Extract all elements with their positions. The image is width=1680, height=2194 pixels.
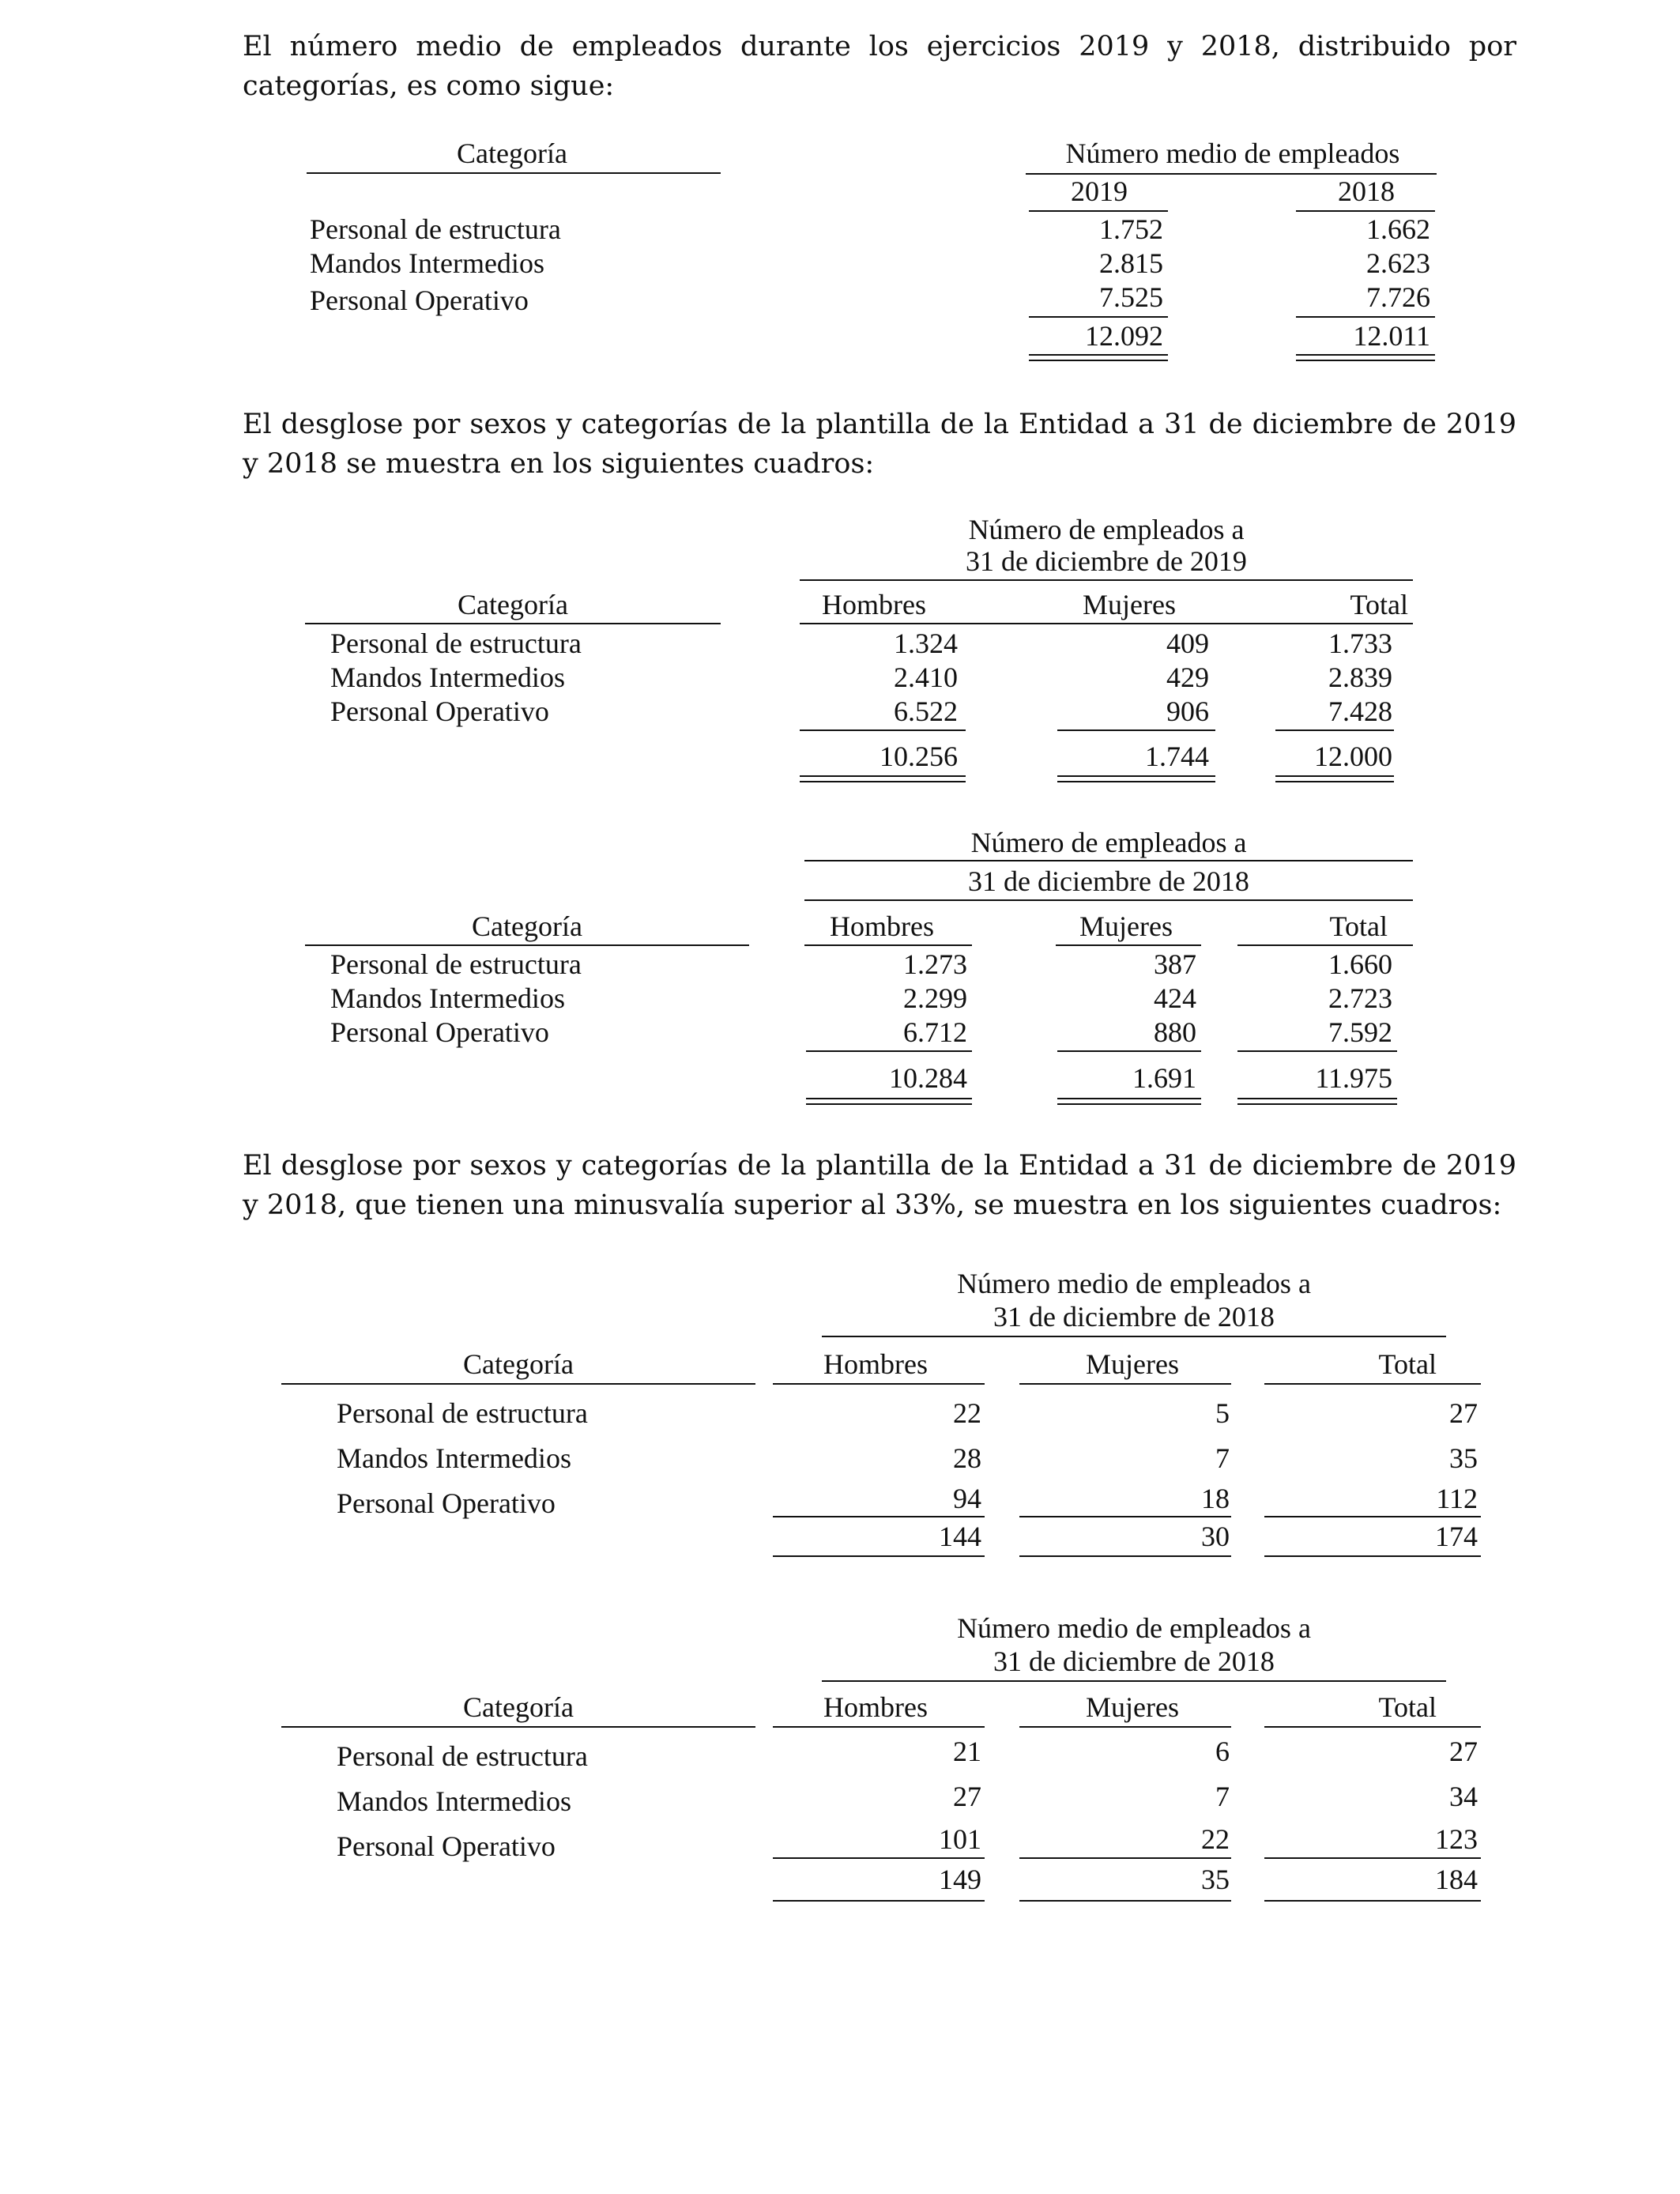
title-rule xyxy=(822,1680,1446,1682)
row-label: Mandos Intermedios xyxy=(310,247,544,279)
total-value: 1.660 xyxy=(1328,948,1392,980)
subtotal-rule-2018 xyxy=(1296,316,1435,318)
row-label: Personal de estructura xyxy=(310,213,561,245)
year-2019-rule xyxy=(1029,210,1168,212)
men-header: Hombres xyxy=(823,1691,928,1723)
title-rule xyxy=(800,579,1413,581)
total-value: 7.592 xyxy=(1328,1016,1392,1048)
total-value: 123 xyxy=(1435,1823,1478,1855)
men-value: 2.410 xyxy=(894,662,958,693)
grand-total: 11.975 xyxy=(1315,1062,1392,1094)
men-total: 149 xyxy=(939,1864,981,1895)
subtotal-rule xyxy=(1057,729,1215,731)
women-total: 1.691 xyxy=(1132,1062,1196,1094)
women-total: 30 xyxy=(1201,1521,1230,1552)
women-value: 424 xyxy=(1154,982,1196,1014)
total-value: 2.723 xyxy=(1328,982,1392,1014)
total-2019: 12.092 xyxy=(1085,320,1163,352)
subtotal-rule xyxy=(773,1857,985,1859)
row-label: Mandos Intermedios xyxy=(330,662,565,693)
total-rule xyxy=(773,1555,985,1557)
men-value: 2.299 xyxy=(903,982,967,1014)
gender-breakdown-paragraph: El desglose por sexos y categorías de la plantilla de la Entidad a 31 de diciembre de 2019 y 2018 se muestra en los siguientes cuadros: xyxy=(243,409,1516,480)
men-value: 28 xyxy=(953,1442,981,1474)
total-value: 27 xyxy=(1449,1736,1478,1767)
table-title-line2: 31 de diciembre de 2018 xyxy=(993,1646,1275,1677)
subtotal-rule xyxy=(1019,1857,1231,1859)
table-title-line1: Número de empleados a xyxy=(970,827,1247,858)
column-header-rule xyxy=(1056,944,1201,946)
men-value: 94 xyxy=(953,1483,981,1514)
column-header-rule xyxy=(800,623,1413,624)
total-value: 34 xyxy=(1449,1781,1478,1812)
row-label: Personal Operativo xyxy=(330,696,549,727)
men-value: 1.273 xyxy=(903,948,967,980)
intro-paragraph: El número medio de empleados durante los ejercicios 2019 y 2018, distribuido por categorías, es como sigue: xyxy=(243,31,1516,102)
table-title-line1: Número medio de empleados a xyxy=(957,1268,1311,1299)
total-header: Total xyxy=(1350,589,1408,620)
women-value: 409 xyxy=(1166,628,1209,659)
total-value: 112 xyxy=(1436,1483,1478,1514)
grand-total: 12.000 xyxy=(1314,741,1392,772)
total-rule xyxy=(1019,1555,1231,1557)
subtotal-rule xyxy=(1264,1516,1481,1517)
men-header: Hombres xyxy=(830,910,934,942)
title-rule-2 xyxy=(804,899,1413,901)
column-header-rule xyxy=(1237,944,1413,946)
total-2018: 12.011 xyxy=(1353,320,1430,352)
total-header: Total xyxy=(1378,1348,1437,1380)
women-value: 6 xyxy=(1215,1736,1230,1767)
table-title-line2: 31 de diciembre de 2019 xyxy=(966,545,1247,577)
year-2019-header: 2019 xyxy=(1071,175,1128,207)
group-header-rule xyxy=(1026,173,1437,175)
women-value: 7 xyxy=(1215,1442,1230,1474)
title-rule xyxy=(822,1336,1446,1337)
subtotal-rule-2019 xyxy=(1029,316,1168,318)
value-2019: 2.815 xyxy=(1099,247,1163,279)
men-value: 6.522 xyxy=(894,696,958,727)
women-header: Mujeres xyxy=(1079,910,1173,942)
column-header-rule xyxy=(1264,1383,1481,1385)
women-total: 35 xyxy=(1201,1864,1230,1895)
total-header: Total xyxy=(1378,1691,1437,1723)
men-total: 144 xyxy=(939,1521,981,1552)
row-label: Personal de estructura xyxy=(337,1740,588,1772)
total-double-rule xyxy=(806,1098,972,1105)
women-value: 7 xyxy=(1215,1781,1230,1812)
subtotal-rule xyxy=(1264,1857,1481,1859)
table-title-line2: 31 de diciembre de 2018 xyxy=(993,1301,1275,1333)
subtotal-rule xyxy=(800,729,966,731)
row-label: Mandos Intermedios xyxy=(337,1442,571,1474)
total-value: 35 xyxy=(1449,1442,1478,1474)
subtotal-rule xyxy=(773,1516,985,1517)
category-header: Categoría xyxy=(457,138,567,169)
men-value: 27 xyxy=(953,1781,981,1812)
women-header: Mujeres xyxy=(1086,1691,1179,1723)
category-header-rule xyxy=(305,944,749,946)
subtotal-rule xyxy=(1057,1050,1201,1052)
total-double-rule xyxy=(1057,775,1215,782)
row-label: Personal Operativo xyxy=(330,1016,549,1048)
column-header-rule xyxy=(773,1383,985,1385)
category-header-rule xyxy=(307,172,721,174)
column-header-rule xyxy=(1019,1726,1231,1728)
total-rule xyxy=(773,1900,985,1902)
total-value: 2.839 xyxy=(1328,662,1392,693)
value-2018: 2.623 xyxy=(1366,247,1430,279)
row-label: Mandos Intermedios xyxy=(330,982,565,1014)
subtotal-rule xyxy=(1237,1050,1397,1052)
women-value: 429 xyxy=(1166,662,1209,693)
men-value: 22 xyxy=(953,1397,981,1429)
subtotal-rule xyxy=(806,1050,972,1052)
total-double-rule xyxy=(1057,1098,1201,1105)
women-value: 22 xyxy=(1201,1823,1230,1855)
women-value: 5 xyxy=(1215,1397,1230,1429)
subtotal-rule xyxy=(1275,729,1394,731)
men-header: Hombres xyxy=(823,1348,928,1380)
category-header: Categoría xyxy=(463,1691,574,1723)
category-header-rule xyxy=(281,1383,755,1385)
women-total: 1.744 xyxy=(1145,741,1209,772)
grand-total: 174 xyxy=(1435,1521,1478,1552)
total-header: Total xyxy=(1329,910,1388,942)
men-value: 6.712 xyxy=(903,1016,967,1048)
value-2019: 1.752 xyxy=(1099,213,1163,245)
total-double-rule-2019 xyxy=(1029,354,1168,361)
women-value: 906 xyxy=(1166,696,1209,727)
row-label: Personal de estructura xyxy=(330,948,582,980)
value-2018: 7.726 xyxy=(1366,281,1430,313)
category-header: Categoría xyxy=(472,910,582,942)
total-double-rule-2018 xyxy=(1296,354,1435,361)
table-title-line1: Número medio de empleados a xyxy=(957,1612,1311,1644)
column-header-rule xyxy=(773,1726,985,1728)
row-label: Personal de estructura xyxy=(330,628,582,659)
column-header-rule xyxy=(1019,1383,1231,1385)
value-2018: 1.662 xyxy=(1366,213,1430,245)
group-header: Número medio de empleados xyxy=(1065,138,1400,169)
row-label: Personal Operativo xyxy=(337,1487,556,1519)
men-value: 101 xyxy=(939,1823,981,1855)
total-rule xyxy=(1264,1900,1481,1902)
total-double-rule xyxy=(800,775,966,782)
men-total: 10.284 xyxy=(889,1062,967,1094)
women-header: Mujeres xyxy=(1083,589,1176,620)
women-header: Mujeres xyxy=(1086,1348,1179,1380)
men-value: 21 xyxy=(953,1736,981,1767)
men-total: 10.256 xyxy=(880,741,958,772)
disability-breakdown-paragraph: El desglose por sexos y categorías de la plantilla de la Entidad a 31 de diciembre de 2019 y 2018, que tienen una minusvalía superior al 33%, se muestra en los siguientes cuadros: xyxy=(243,1150,1516,1221)
table-title-line2: 31 de diciembre de 2018 xyxy=(968,865,1249,897)
title-rule xyxy=(804,860,1413,861)
men-value: 1.324 xyxy=(894,628,958,659)
total-rule xyxy=(1019,1900,1231,1902)
total-value: 7.428 xyxy=(1328,696,1392,727)
total-double-rule xyxy=(1275,775,1394,782)
women-value: 387 xyxy=(1154,948,1196,980)
year-2018-header: 2018 xyxy=(1338,175,1395,207)
total-rule xyxy=(1264,1555,1481,1557)
value-2019: 7.525 xyxy=(1099,281,1163,313)
subtotal-rule xyxy=(1019,1516,1231,1517)
category-header-rule xyxy=(305,623,721,624)
women-value: 18 xyxy=(1201,1483,1230,1514)
women-value: 880 xyxy=(1154,1016,1196,1048)
grand-total: 184 xyxy=(1435,1864,1478,1895)
table-title-line1: Número de empleados a xyxy=(968,514,1245,545)
category-header: Categoría xyxy=(458,589,568,620)
year-2018-rule xyxy=(1296,210,1435,212)
total-value: 1.733 xyxy=(1328,628,1392,659)
row-label: Personal Operativo xyxy=(337,1830,556,1862)
total-value: 27 xyxy=(1449,1397,1478,1429)
category-header-rule xyxy=(281,1726,755,1728)
column-header-rule xyxy=(804,944,972,946)
total-double-rule xyxy=(1237,1098,1397,1105)
category-header: Categoría xyxy=(463,1348,574,1380)
column-header-rule xyxy=(1264,1726,1481,1728)
row-label: Personal Operativo xyxy=(310,285,529,316)
row-label: Personal de estructura xyxy=(337,1397,588,1429)
row-label: Mandos Intermedios xyxy=(337,1785,571,1817)
men-header: Hombres xyxy=(822,589,926,620)
